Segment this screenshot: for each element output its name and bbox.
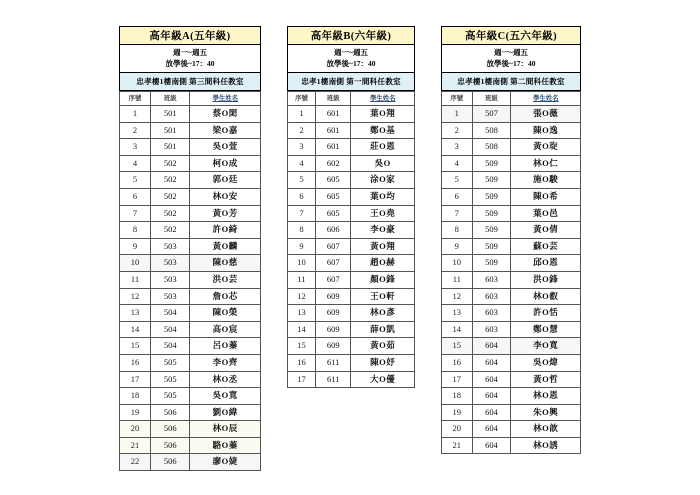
cell-student-name: 劉O緯 xyxy=(190,404,261,421)
cell-class: 506 xyxy=(151,437,190,454)
cell-class: 509 xyxy=(472,255,511,272)
cell-student-name: 李O豪 xyxy=(351,222,415,239)
cell-seq: 21 xyxy=(120,437,151,454)
cell-seq: 7 xyxy=(442,205,473,222)
cell-student-name: 吳O xyxy=(351,155,415,172)
cell-student-name: 許O恬 xyxy=(511,305,581,322)
cell-class: 509 xyxy=(472,222,511,239)
cell-seq: 17 xyxy=(442,371,473,388)
table-header-row xyxy=(288,92,415,106)
cell-student-name: 洪O芸 xyxy=(190,271,261,288)
cell-class: 603 xyxy=(472,321,511,338)
cell-seq: 3 xyxy=(120,139,151,156)
table-row xyxy=(288,155,415,172)
cell-class: 504 xyxy=(151,321,190,338)
table-row xyxy=(442,122,581,139)
roster-body-b xyxy=(288,106,415,388)
cell-seq: 8 xyxy=(442,222,473,239)
cell-seq: 16 xyxy=(288,354,316,371)
table-row xyxy=(120,305,261,322)
cell-class: 607 xyxy=(315,271,351,288)
cell-student-name: 詹O芯 xyxy=(190,288,261,305)
cell-student-name: 朱O興 xyxy=(511,404,581,421)
cell-class: 605 xyxy=(315,188,351,205)
cell-student-name: 郭O廷 xyxy=(190,172,261,189)
table-row xyxy=(288,205,415,222)
cell-class: 502 xyxy=(151,205,190,222)
cell-student-name: 李O齊 xyxy=(190,354,261,371)
table-row xyxy=(120,404,261,421)
cell-seq: 21 xyxy=(442,437,473,454)
cell-student-name: 呂O蓁 xyxy=(190,338,261,355)
cell-student-name: 李O寬 xyxy=(511,338,581,355)
table-row xyxy=(442,437,581,454)
cell-class: 601 xyxy=(315,122,351,139)
cell-class: 609 xyxy=(315,338,351,355)
cell-class: 505 xyxy=(151,371,190,388)
header-name: 學生姓名 xyxy=(190,92,261,106)
table-row xyxy=(120,288,261,305)
cell-student-name: 陳O希 xyxy=(511,188,581,205)
cell-seq: 7 xyxy=(288,205,316,222)
cell-seq: 12 xyxy=(442,288,473,305)
table-row xyxy=(442,371,581,388)
cell-student-name: 黃O倩 xyxy=(511,222,581,239)
table-row xyxy=(120,388,261,405)
cell-seq: 5 xyxy=(120,172,151,189)
cell-student-name: 施O駿 xyxy=(511,172,581,189)
cell-class: 503 xyxy=(151,238,190,255)
table-row xyxy=(120,371,261,388)
cell-seq: 2 xyxy=(442,122,473,139)
cell-class: 604 xyxy=(472,437,511,454)
cell-seq: 9 xyxy=(120,238,151,255)
table-row xyxy=(120,338,261,355)
table-row xyxy=(442,155,581,172)
cell-student-name: 黃O翔 xyxy=(351,238,415,255)
roster-table xyxy=(441,91,581,454)
table-row xyxy=(442,388,581,405)
table-row xyxy=(120,437,261,454)
schedule-days: 週一~週五 xyxy=(334,48,368,57)
class-block-c xyxy=(441,26,581,454)
cell-student-name: 柯O成 xyxy=(190,155,261,172)
table-row xyxy=(288,172,415,189)
table-row xyxy=(288,371,415,388)
cell-class: 509 xyxy=(472,238,511,255)
cell-class: 502 xyxy=(151,188,190,205)
cell-seq: 19 xyxy=(442,404,473,421)
cell-class: 604 xyxy=(472,371,511,388)
cell-class: 505 xyxy=(151,354,190,371)
roster-body-c xyxy=(442,106,581,454)
cell-seq: 10 xyxy=(120,255,151,272)
cell-student-name: 吳O寬 xyxy=(190,388,261,405)
cell-class: 602 xyxy=(315,155,351,172)
cell-seq: 2 xyxy=(288,122,316,139)
class-room: 忠孝樓1樓南側 第三間科任教室 xyxy=(119,73,261,91)
cell-class: 501 xyxy=(151,122,190,139)
header-class: 班級 xyxy=(151,92,190,106)
cell-student-name: 顏O鋒 xyxy=(351,271,415,288)
cell-class: 606 xyxy=(315,222,351,239)
cell-seq: 17 xyxy=(120,371,151,388)
cell-seq: 4 xyxy=(120,155,151,172)
cell-seq: 11 xyxy=(442,271,473,288)
cell-seq: 22 xyxy=(120,454,151,471)
cell-seq: 8 xyxy=(120,222,151,239)
header-name: 學生姓名 xyxy=(511,92,581,106)
cell-seq: 11 xyxy=(288,271,316,288)
header-seq: 序號 xyxy=(442,92,473,106)
cell-seq: 15 xyxy=(442,338,473,355)
cell-seq: 3 xyxy=(442,139,473,156)
cell-seq: 9 xyxy=(288,238,316,255)
cell-seq: 6 xyxy=(120,188,151,205)
cell-seq: 18 xyxy=(442,388,473,405)
table-row xyxy=(120,155,261,172)
cell-student-name: 葉O邑 xyxy=(511,205,581,222)
cell-seq: 13 xyxy=(442,305,473,322)
cell-student-name: 葉O均 xyxy=(351,188,415,205)
cell-class: 604 xyxy=(472,354,511,371)
cell-class: 504 xyxy=(151,305,190,322)
cell-student-name: 葉O翔 xyxy=(351,106,415,123)
class-title: 高年級A(五年級) xyxy=(119,26,261,45)
header-name: 學生姓名 xyxy=(351,92,415,106)
table-row xyxy=(442,222,581,239)
cell-student-name: 王O堯 xyxy=(351,205,415,222)
table-row xyxy=(120,172,261,189)
cell-class: 605 xyxy=(315,172,351,189)
table-row xyxy=(442,271,581,288)
cell-seq: 13 xyxy=(288,305,316,322)
table-row xyxy=(288,354,415,371)
table-row xyxy=(120,188,261,205)
table-row xyxy=(288,255,415,272)
cell-seq: 12 xyxy=(288,288,316,305)
schedule-days: 週一~週五 xyxy=(173,48,207,57)
cell-seq: 19 xyxy=(120,404,151,421)
table-row xyxy=(442,321,581,338)
table-row xyxy=(120,238,261,255)
cell-class: 604 xyxy=(472,404,511,421)
cell-class: 506 xyxy=(151,454,190,471)
cell-student-name: 高O宸 xyxy=(190,321,261,338)
cell-seq: 14 xyxy=(442,321,473,338)
cell-student-name: 林O彥 xyxy=(351,305,415,322)
cell-student-name: 陳O妤 xyxy=(351,354,415,371)
cell-student-name: 洪O鋒 xyxy=(511,271,581,288)
cell-seq: 12 xyxy=(120,288,151,305)
cell-class: 607 xyxy=(315,238,351,255)
class-title: 高年級B(六年級) xyxy=(287,26,415,45)
class-schedule xyxy=(441,45,581,73)
table-row xyxy=(442,255,581,272)
cell-class: 605 xyxy=(315,205,351,222)
table-row xyxy=(288,271,415,288)
cell-seq: 8 xyxy=(288,222,316,239)
cell-class: 502 xyxy=(151,155,190,172)
cell-student-name: 林O安 xyxy=(190,188,261,205)
roster-table xyxy=(119,91,261,471)
schedule-days: 週一~週五 xyxy=(494,48,528,57)
cell-seq: 15 xyxy=(120,338,151,355)
table-row xyxy=(442,404,581,421)
class-title: 高年級C(五六年級) xyxy=(441,26,581,45)
cell-class: 504 xyxy=(151,338,190,355)
cell-class: 604 xyxy=(472,421,511,438)
header-class: 班級 xyxy=(472,92,511,106)
cell-class: 502 xyxy=(151,222,190,239)
cell-class: 509 xyxy=(472,205,511,222)
cell-class: 507 xyxy=(472,106,511,123)
table-row xyxy=(120,222,261,239)
class-room: 忠孝1樓南側 第一間科任教室 xyxy=(287,73,415,91)
cell-student-name: 林O歆 xyxy=(511,421,581,438)
cell-student-name: 林O誘 xyxy=(511,437,581,454)
cell-seq: 18 xyxy=(120,388,151,405)
cell-student-name: 梁O嘉 xyxy=(190,122,261,139)
table-header-row xyxy=(442,92,581,106)
cell-seq: 9 xyxy=(442,238,473,255)
cell-class: 502 xyxy=(151,172,190,189)
cell-student-name: 黃O麟 xyxy=(190,238,261,255)
table-row xyxy=(120,454,261,471)
table-row xyxy=(442,238,581,255)
table-row xyxy=(288,222,415,239)
cell-class: 603 xyxy=(472,288,511,305)
cell-seq: 1 xyxy=(120,106,151,123)
cell-class: 509 xyxy=(472,172,511,189)
cell-seq: 1 xyxy=(288,106,316,123)
table-row xyxy=(442,106,581,123)
cell-student-name: 陳O慈 xyxy=(190,255,261,272)
cell-seq: 4 xyxy=(442,155,473,172)
cell-student-name: 林O辰 xyxy=(190,421,261,438)
header-seq: 序號 xyxy=(120,92,151,106)
cell-student-name: 鄭O基 xyxy=(351,122,415,139)
cell-class: 611 xyxy=(315,371,351,388)
cell-seq: 13 xyxy=(120,305,151,322)
cell-seq: 5 xyxy=(442,172,473,189)
schedule-time: 放學後~17：40 xyxy=(486,58,536,68)
cell-class: 503 xyxy=(151,288,190,305)
table-row xyxy=(442,139,581,156)
table-header-row xyxy=(120,92,261,106)
cell-seq: 3 xyxy=(288,139,316,156)
class-schedule xyxy=(287,45,415,73)
table-row xyxy=(120,255,261,272)
cell-class: 609 xyxy=(315,288,351,305)
class-block-b xyxy=(287,26,415,388)
cell-class: 501 xyxy=(151,139,190,156)
cell-student-name: 張O薇 xyxy=(511,106,581,123)
cell-class: 503 xyxy=(151,271,190,288)
table-row xyxy=(442,188,581,205)
cell-student-name: 大O優 xyxy=(351,371,415,388)
table-row xyxy=(288,321,415,338)
table-row xyxy=(120,139,261,156)
table-row xyxy=(442,172,581,189)
cell-seq: 6 xyxy=(442,188,473,205)
cell-seq: 2 xyxy=(120,122,151,139)
cell-student-name: 邱O恩 xyxy=(511,255,581,272)
cell-class: 601 xyxy=(315,106,351,123)
cell-student-name: 莊O恩 xyxy=(351,139,415,156)
roster-table xyxy=(287,91,415,388)
cell-class: 604 xyxy=(472,388,511,405)
cell-student-name: 鄭O慧 xyxy=(511,321,581,338)
cell-class: 609 xyxy=(315,305,351,322)
table-row xyxy=(120,354,261,371)
cell-student-name: 廖O婕 xyxy=(190,454,261,471)
table-row xyxy=(288,238,415,255)
cell-student-name: 黃O琁 xyxy=(511,139,581,156)
cell-class: 603 xyxy=(472,271,511,288)
cell-student-name: 吳O煒 xyxy=(511,354,581,371)
cell-seq: 14 xyxy=(288,321,316,338)
table-row xyxy=(442,421,581,438)
table-row xyxy=(120,321,261,338)
cell-student-name: 趙O赫 xyxy=(351,255,415,272)
cell-seq: 20 xyxy=(120,421,151,438)
cell-class: 503 xyxy=(151,255,190,272)
roster-body-a xyxy=(120,106,261,471)
cell-seq: 7 xyxy=(120,205,151,222)
cell-class: 611 xyxy=(315,354,351,371)
schedule-time: 放學後~17：40 xyxy=(326,58,376,68)
table-row xyxy=(442,288,581,305)
class-block-a xyxy=(119,26,261,471)
cell-class: 601 xyxy=(315,139,351,156)
header-seq: 序號 xyxy=(288,92,316,106)
header-class: 班級 xyxy=(315,92,351,106)
table-row xyxy=(288,288,415,305)
table-row xyxy=(288,106,415,123)
cell-seq: 1 xyxy=(442,106,473,123)
cell-student-name: 陳O逸 xyxy=(511,122,581,139)
cell-student-name: 許O綺 xyxy=(190,222,261,239)
cell-seq: 16 xyxy=(120,354,151,371)
table-row xyxy=(288,305,415,322)
table-row xyxy=(120,106,261,123)
cell-student-name: 涂O家 xyxy=(351,172,415,189)
table-row xyxy=(288,122,415,139)
table-row xyxy=(442,338,581,355)
cell-student-name: 黃O芳 xyxy=(190,205,261,222)
cell-class: 501 xyxy=(151,106,190,123)
cell-student-name: 吳O萱 xyxy=(190,139,261,156)
cell-class: 607 xyxy=(315,255,351,272)
class-schedule xyxy=(119,45,261,73)
cell-student-name: 薛O凱 xyxy=(351,321,415,338)
cell-seq: 20 xyxy=(442,421,473,438)
table-row xyxy=(120,421,261,438)
cell-student-name: 林O叡 xyxy=(511,288,581,305)
cell-class: 508 xyxy=(472,139,511,156)
cell-class: 609 xyxy=(315,321,351,338)
cell-class: 509 xyxy=(472,155,511,172)
cell-seq: 16 xyxy=(442,354,473,371)
cell-class: 506 xyxy=(151,421,190,438)
cell-student-name: 黃O哲 xyxy=(511,371,581,388)
cell-student-name: 林O丞 xyxy=(190,371,261,388)
cell-seq: 5 xyxy=(288,172,316,189)
table-row xyxy=(120,122,261,139)
cell-student-name: 陳O榮 xyxy=(190,305,261,322)
table-row xyxy=(442,305,581,322)
schedule-time: 放學後~17：40 xyxy=(165,58,215,68)
cell-seq: 10 xyxy=(442,255,473,272)
table-row xyxy=(288,188,415,205)
table-row xyxy=(288,139,415,156)
cell-seq: 6 xyxy=(288,188,316,205)
cell-class: 508 xyxy=(472,122,511,139)
cell-seq: 10 xyxy=(288,255,316,272)
cell-seq: 4 xyxy=(288,155,316,172)
cell-seq: 14 xyxy=(120,321,151,338)
table-row xyxy=(442,205,581,222)
cell-seq: 17 xyxy=(288,371,316,388)
cell-student-name: 黃O茹 xyxy=(351,338,415,355)
table-row xyxy=(288,338,415,355)
cell-seq: 11 xyxy=(120,271,151,288)
cell-class: 505 xyxy=(151,388,190,405)
cell-class: 604 xyxy=(472,338,511,355)
table-row xyxy=(120,205,261,222)
cell-student-name: 林O恩 xyxy=(511,388,581,405)
table-row xyxy=(120,271,261,288)
cell-student-name: 林O仁 xyxy=(511,155,581,172)
table-row xyxy=(442,354,581,371)
class-room: 忠孝樓1樓南側 第二間科任教室 xyxy=(441,73,581,91)
cell-class: 509 xyxy=(472,188,511,205)
cell-student-name: 蘇O芸 xyxy=(511,238,581,255)
cell-class: 506 xyxy=(151,404,190,421)
cell-class: 603 xyxy=(472,305,511,322)
cell-seq: 15 xyxy=(288,338,316,355)
cell-student-name: 蔡O閎 xyxy=(190,106,261,123)
cell-student-name: 駱O蓁 xyxy=(190,437,261,454)
cell-student-name: 王O軒 xyxy=(351,288,415,305)
